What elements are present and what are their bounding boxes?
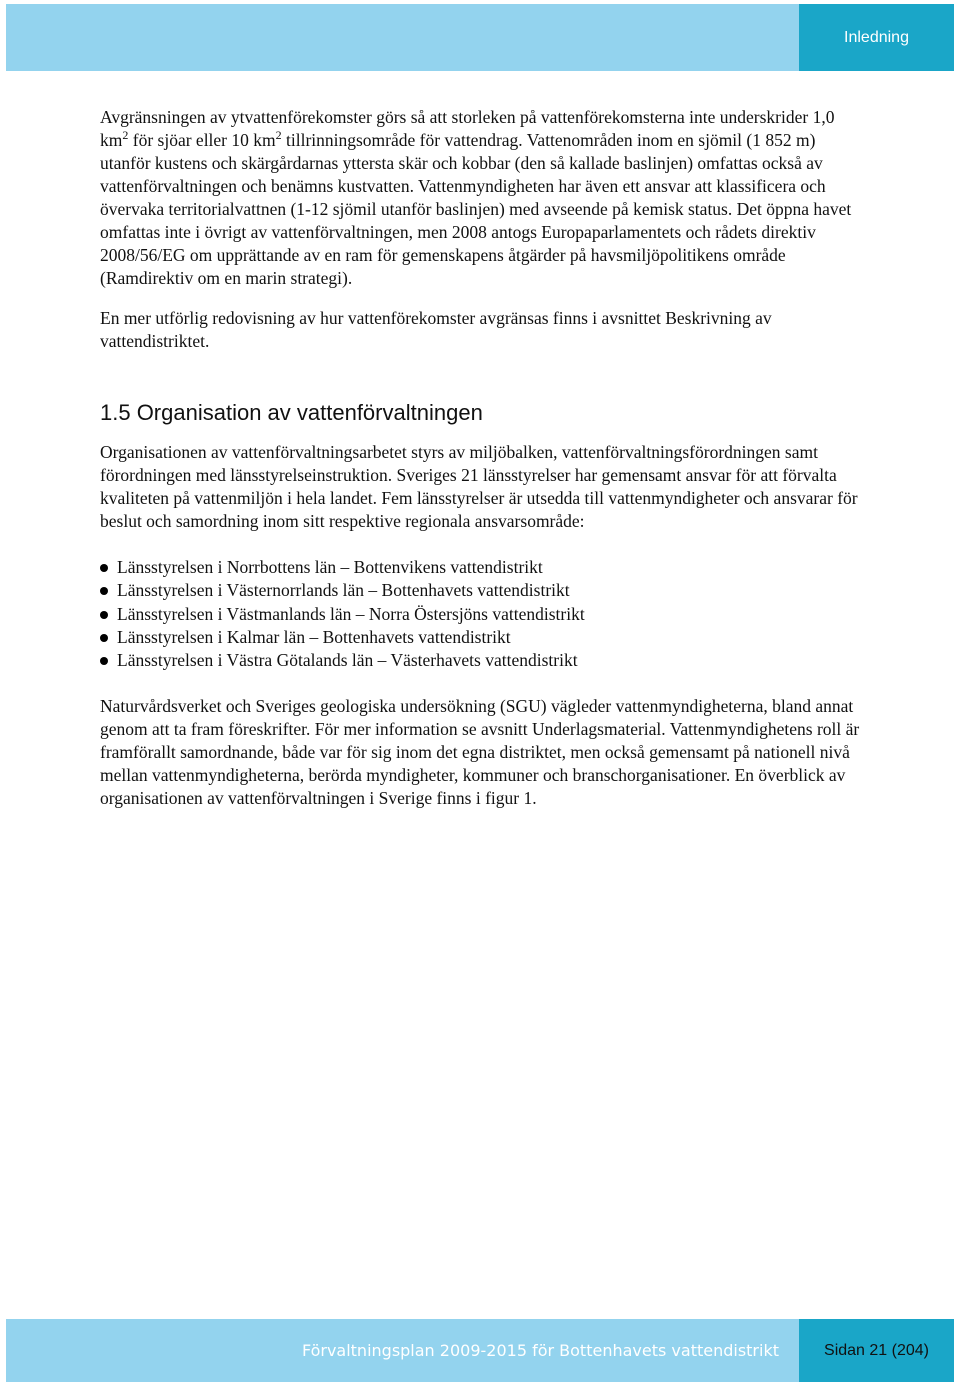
footer-document-title: Förvaltningsplan 2009-2015 för Bottenhavets vattendistrikt <box>6 1319 799 1382</box>
paragraph-delimitation: Avgränsningen av ytvattenförekomster görs så att storleken på vattenförekomsterna inte underskrider 1,0 $km^2$ för sjöar eller 10 $km^2$ tillrinningsområde för vattendrag. Vattenområden inom en sjömil (1 852 m) utanför kustens och skärgårdarnas yttersta skär och kobbar (den så kallade baslinjen) omfattas också av vattenförvaltningen och benämns kustvatten. Vattenmyndigheten har även ett ansvar att klassificera och övervaka territorialvattnen (1-12 sjömil utanför baslinjen) med avseende på kemisk status. Det öppna havet omfattas inte i övrigt av vattenförvaltningen, men 2008 antogs Europaparlamentets och rådets direktiv 2008/56/EG om upprättande av en ram för gemenskapens åtgärder på havsmiljöpolitikens område (Ramdirektiv om en marin strategi). <box>100 107 852 288</box>
list-item: Länsstyrelsen i Kalmar län – Bottenhavets vattendistrikt <box>100 626 860 649</box>
list-item: Länsstyrelsen i Västernorrlands län – Bottenhavets vattendistrikt <box>100 579 860 602</box>
bullet-icon <box>100 587 108 595</box>
paragraph-organisation: Organisationen av vattenförvaltningsarbetet styrs av miljöbalken, vattenförvaltningsförordningen samt förordningen med länsstyrelseinstruktion. Sveriges 21 länsstyrelser har gemensamt ansvar för att förvalta kvaliteten på vattenmiljön i hela landet. Fem länsstyrelser är utsedda till vattenmyndigheter och ansvarar för beslut och samordning inom sitt respektive regionala ansvarsområde: <box>100 442 858 531</box>
authority-list <box>100 556 860 672</box>
footer-page-number: Sidan 21 (204) <box>799 1319 954 1382</box>
paragraph-guidance: Naturvårdsverket och Sveriges geologiska undersökning (SGU) vägleder vattenmyndigheterna, bland annat genom att ta fram föreskrifter. För mer information se avsnitt Underlagsmaterial. Vattenmyndighetens roll är framförallt samordnande, både var för sig inom det egna distriktet, men också gemensamt på nationell nivå mellan vattenmyndigheterna, berörda myndigheter, kommuner och branschorganisationer. En överblick av organisationen av vattenförvaltningen i Sverige finns i figur 1. <box>100 696 860 809</box>
list-item: Länsstyrelsen i Västmanlands län – Norra Östersjöns vattendistrikt <box>100 603 860 626</box>
section-heading: 1.5 Organisation av vattenförvaltningen <box>100 400 483 425</box>
list-item: Länsstyrelsen i Norrbottens län – Bottenvikens vattendistrikt <box>100 556 860 579</box>
bullet-icon <box>100 634 108 642</box>
bullet-icon <box>100 611 108 619</box>
bullet-icon <box>100 564 108 572</box>
list-item: Länsstyrelsen i Västra Götalands län – Västerhavets vattendistrikt <box>100 649 860 672</box>
header-section-label: Inledning <box>799 4 954 71</box>
bullet-icon <box>100 657 108 665</box>
paragraph-reference: En mer utförlig redovisning av hur vattenförekomster avgränsas finns i avsnittet Beskrivning av vattendistriktet. <box>100 308 772 351</box>
page-content <box>100 106 860 810</box>
header-bar <box>6 4 799 71</box>
